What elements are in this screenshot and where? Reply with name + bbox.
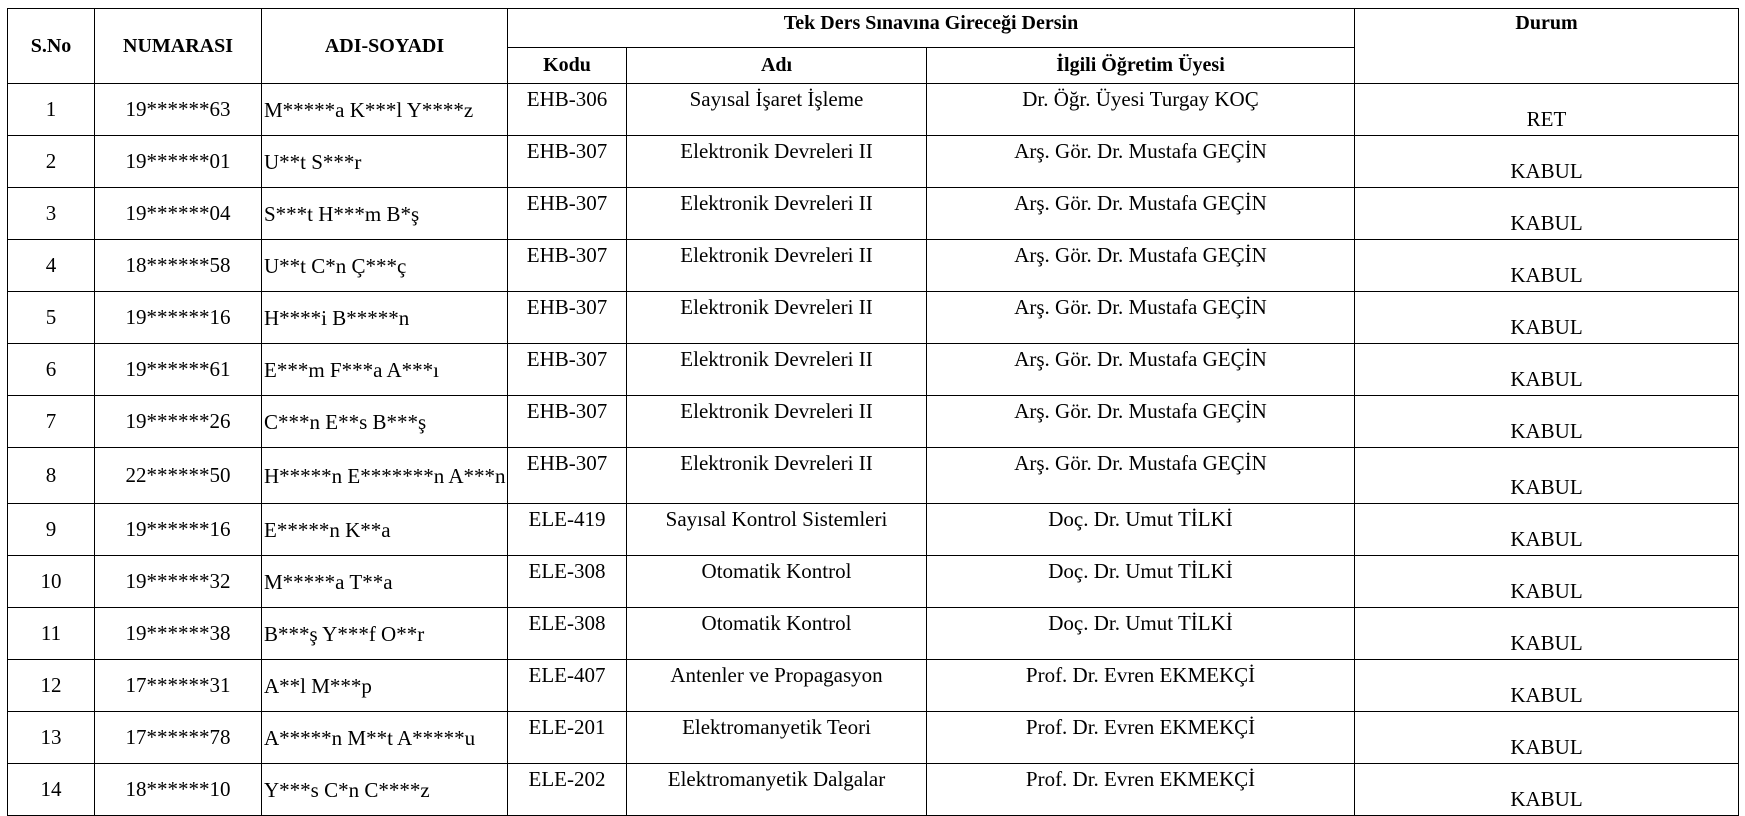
cell-student-number: 17******78 — [95, 712, 262, 764]
cell-student-name: M*****a T**a — [262, 556, 508, 608]
cell-student-number: 22******50 — [95, 448, 262, 504]
cell-status: RET — [1355, 84, 1739, 136]
cell-student-name: B***ş Y***f O**r — [262, 608, 508, 660]
cell-student-number: 19******16 — [95, 504, 262, 556]
table-body — [8, 84, 1739, 816]
cell-course-code: EHB-307 — [508, 448, 627, 504]
cell-status: KABUL — [1355, 556, 1739, 608]
cell-course-code: EHB-307 — [508, 344, 627, 396]
cell-status: KABUL — [1355, 292, 1739, 344]
cell-course-name: Sayısal İşaret İşleme — [627, 84, 927, 136]
cell-instructor: Arş. Gör. Dr. Mustafa GEÇİN — [927, 448, 1355, 504]
cell-course-name: Otomatik Kontrol — [627, 608, 927, 660]
cell-course-name: Elektronik Devreleri II — [627, 136, 927, 188]
cell-sno: 10 — [8, 556, 95, 608]
cell-course-code: ELE-419 — [508, 504, 627, 556]
cell-student-name: C***n E**s B***ş — [262, 396, 508, 448]
cell-instructor: Doç. Dr. Umut TİLKİ — [927, 608, 1355, 660]
cell-sno: 14 — [8, 764, 95, 816]
cell-instructor: Prof. Dr. Evren EKMEKÇİ — [927, 764, 1355, 816]
cell-sno: 8 — [8, 448, 95, 504]
cell-course-code: ELE-308 — [508, 556, 627, 608]
cell-student-number: 19******04 — [95, 188, 262, 240]
cell-status: KABUL — [1355, 660, 1739, 712]
cell-status: KABUL — [1355, 136, 1739, 188]
cell-course-code: ELE-407 — [508, 660, 627, 712]
cell-status: KABUL — [1355, 764, 1739, 816]
cell-status: KABUL — [1355, 344, 1739, 396]
table-row — [8, 240, 1739, 292]
header-sno: S.No — [8, 9, 95, 84]
cell-course-code: ELE-201 — [508, 712, 627, 764]
cell-student-name: A**l M***p — [262, 660, 508, 712]
cell-student-number: 17******31 — [95, 660, 262, 712]
cell-sno: 13 — [8, 712, 95, 764]
table-row — [8, 504, 1739, 556]
header-course-group: Tek Ders Sınavına Gireceği Dersin — [508, 9, 1355, 48]
cell-student-number: 19******38 — [95, 608, 262, 660]
cell-student-number: 18******58 — [95, 240, 262, 292]
cell-course-name: Antenler ve Propagasyon — [627, 660, 927, 712]
cell-course-name: Elektromanyetik Teori — [627, 712, 927, 764]
table-row — [8, 448, 1739, 504]
header-adi: Adı — [627, 48, 927, 84]
cell-status: KABUL — [1355, 396, 1739, 448]
cell-instructor: Arş. Gör. Dr. Mustafa GEÇİN — [927, 292, 1355, 344]
cell-status: KABUL — [1355, 608, 1739, 660]
cell-sno: 7 — [8, 396, 95, 448]
cell-status: KABUL — [1355, 712, 1739, 764]
cell-instructor: Prof. Dr. Evren EKMEKÇİ — [927, 660, 1355, 712]
exam-results-table — [7, 8, 1739, 816]
cell-course-name: Elektronik Devreleri II — [627, 292, 927, 344]
cell-course-code: EHB-307 — [508, 188, 627, 240]
table-row — [8, 344, 1739, 396]
cell-status: KABUL — [1355, 240, 1739, 292]
table-row — [8, 556, 1739, 608]
cell-student-name: A*****n M**t A*****u — [262, 712, 508, 764]
cell-sno: 2 — [8, 136, 95, 188]
cell-instructor: Arş. Gör. Dr. Mustafa GEÇİN — [927, 344, 1355, 396]
cell-sno: 4 — [8, 240, 95, 292]
cell-student-name: E*****n K**a — [262, 504, 508, 556]
cell-sno: 9 — [8, 504, 95, 556]
cell-student-name: M*****a K***l Y****z — [262, 84, 508, 136]
table-row — [8, 292, 1739, 344]
header-row-1 — [8, 9, 1739, 48]
cell-course-name: Elektronik Devreleri II — [627, 344, 927, 396]
cell-instructor: Arş. Gör. Dr. Mustafa GEÇİN — [927, 240, 1355, 292]
cell-instructor: Dr. Öğr. Üyesi Turgay KOÇ — [927, 84, 1355, 136]
header-durum: Durum — [1355, 9, 1739, 84]
cell-course-code: EHB-307 — [508, 292, 627, 344]
table-header — [8, 9, 1739, 84]
cell-course-code: ELE-308 — [508, 608, 627, 660]
header-numara: NUMARASI — [95, 9, 262, 84]
cell-student-name: U**t S***r — [262, 136, 508, 188]
table-row — [8, 660, 1739, 712]
cell-sno: 1 — [8, 84, 95, 136]
table-row — [8, 712, 1739, 764]
cell-student-name: H*****n E*******n A***n — [262, 448, 508, 504]
cell-instructor: Doç. Dr. Umut TİLKİ — [927, 504, 1355, 556]
cell-student-number: 19******16 — [95, 292, 262, 344]
cell-course-name: Elektromanyetik Dalgalar — [627, 764, 927, 816]
cell-sno: 5 — [8, 292, 95, 344]
cell-course-name: Elektronik Devreleri II — [627, 240, 927, 292]
cell-course-name: Otomatik Kontrol — [627, 556, 927, 608]
cell-student-name: E***m F***a A***ı — [262, 344, 508, 396]
cell-sno: 12 — [8, 660, 95, 712]
cell-sno: 11 — [8, 608, 95, 660]
cell-course-name: Elektronik Devreleri II — [627, 188, 927, 240]
cell-student-name: Y***s C*n C****z — [262, 764, 508, 816]
header-kodu: Kodu — [508, 48, 627, 84]
cell-student-number: 19******63 — [95, 84, 262, 136]
cell-student-name: S***t H***m B*ş — [262, 188, 508, 240]
table-row — [8, 84, 1739, 136]
cell-student-name: U**t C*n Ç***ç — [262, 240, 508, 292]
cell-sno: 3 — [8, 188, 95, 240]
cell-student-number: 19******01 — [95, 136, 262, 188]
cell-instructor: Arş. Gör. Dr. Mustafa GEÇİN — [927, 396, 1355, 448]
cell-course-code: EHB-307 — [508, 240, 627, 292]
table-row — [8, 188, 1739, 240]
cell-student-name: H****i B*****n — [262, 292, 508, 344]
cell-instructor: Prof. Dr. Evren EKMEKÇİ — [927, 712, 1355, 764]
cell-course-name: Elektronik Devreleri II — [627, 396, 927, 448]
cell-instructor: Doç. Dr. Umut TİLKİ — [927, 556, 1355, 608]
cell-sno: 6 — [8, 344, 95, 396]
cell-course-code: ELE-202 — [508, 764, 627, 816]
cell-course-code: EHB-306 — [508, 84, 627, 136]
cell-course-code: EHB-307 — [508, 136, 627, 188]
table-row — [8, 136, 1739, 188]
table-row — [8, 608, 1739, 660]
cell-course-name: Sayısal Kontrol Sistemleri — [627, 504, 927, 556]
cell-course-code: EHB-307 — [508, 396, 627, 448]
cell-instructor: Arş. Gör. Dr. Mustafa GEÇİN — [927, 188, 1355, 240]
cell-student-number: 19******61 — [95, 344, 262, 396]
table-row — [8, 396, 1739, 448]
cell-student-number: 19******32 — [95, 556, 262, 608]
cell-instructor: Arş. Gör. Dr. Mustafa GEÇİN — [927, 136, 1355, 188]
cell-status: KABUL — [1355, 448, 1739, 504]
cell-status: KABUL — [1355, 504, 1739, 556]
cell-student-number: 19******26 — [95, 396, 262, 448]
cell-status: KABUL — [1355, 188, 1739, 240]
table-row — [8, 764, 1739, 816]
cell-course-name: Elektronik Devreleri II — [627, 448, 927, 504]
header-ogretim: İlgili Öğretim Üyesi — [927, 48, 1355, 84]
cell-student-number: 18******10 — [95, 764, 262, 816]
header-adsoyad: ADI-SOYADI — [262, 9, 508, 84]
